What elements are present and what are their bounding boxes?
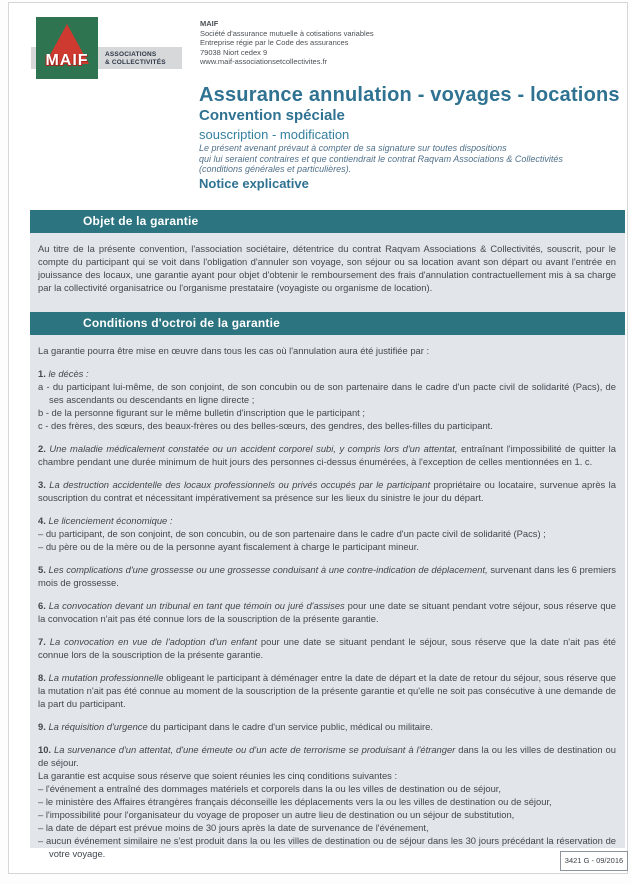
condition-item-emphasis: La convocation en vue de l'adoption d'un enfant [49,636,261,647]
condition-item [38,720,616,733]
logo-wordmark: MAIF [45,52,89,69]
condition-item-emphasis: La convocation devant un tribunal en tant que témoin ou juré d'assises [48,600,348,611]
condition-sub-line: a - du participant lui-même, de son conjoint, de son concubin ou de son partenaire dans le cadre d'un pacte civil de solidarité (Pacs), de ses ascendants ou descendants en ligne directe ; [38,381,616,405]
text-line: www.maif-associationsetcollectivites.fr [200,57,328,67]
condition-item [38,599,616,625]
condition-item-lead: 8. La mutation professionnelle obligeant le participant à déménager entre la date de départ et la date de retour du séjour, sous réserve que la mutation n'ait pas été connue au moment de la souscription de la présente garantie et qu'elle ne soit pas consécutive à une demande de la part du participant. [38,672,616,709]
condition-sub-line: – l'événement a entraîné des dommages matériels et corporels dans la ou les villes de destination ou de séjour, [38,783,501,794]
condition-item-number: 4. [38,515,49,526]
condition-sub-line: b - de la personne figurant sur le même bulletin d'inscription que le participant ; [38,407,365,418]
condition-item-number: 6. [38,600,49,611]
condition-item-number: 9. [38,721,49,732]
text-line: Entreprise régie par le Code des assurances [200,38,349,48]
condition-item-lead [38,367,616,380]
document-title: Assurance annulation - voyages - locations [199,84,620,106]
condition-item-number: 3. [38,479,50,490]
condition-sub-line: – la date de départ est prévue moins de 30 jours après la date de survenance de l'événement, [38,822,429,833]
conditions-intro: La garantie pourra être mise en œuvre dans tous les cas où l'annulation aura été justifiée par : [38,345,430,356]
condition-item-number: 5. [38,564,49,575]
logo-tagline [105,51,166,67]
condition-item [38,635,616,661]
section-heading-conditions: Conditions d'octroi de la garantie [30,312,625,335]
conditions-section [38,344,616,870]
tagline-line-2: & COLLECTIVITÉS [105,59,166,66]
condition-item-number: 7. [38,636,50,647]
condition-sub-line: – le ministère des Affaires étrangères français déconseille les déplacements vers la ou les villes de destination ou de séjour, [38,796,552,807]
condition-item [38,442,616,468]
condition-item-number: 8. [38,672,49,683]
condition-item-emphasis: le décès : [48,368,89,379]
condition-sub-line: – du participant, de son conjoint, de son concubin, ou de son partenaire dans le cadre d'un pacte civil de solidarité (Pacs) ; [38,528,546,539]
condition-item-number: 10. [38,744,54,755]
objet-body: Au titre de la présente convention, l'association sociétaire, détentrice du contrat Raqvam Associations & Collectivités, souscrit, pour le compte du participant qui se voit dans l'obligation d'annuler son voyage, son séjour ou sa location avant son départ ou avant l'entrée en jouissance des locaux, une garantie ayant pour objet d'obtenir le remboursement des frais d'annulation contractuellement mis à sa charge par la collectivité organisatrice ou l'organisme prestataire (voyagiste ou organisme de location). [38,243,616,293]
condition-item-emphasis: Les complications d'une grossesse ou une grossesse conduisant à une contre-indication de déplacement, [48,564,491,575]
text-line: (conditions générales et particulières). [199,164,352,174]
condition-item-note: La garantie est acquise sous réserve que soient réunies les cinq conditions suivantes : [38,770,398,781]
text-line: 79038 Niort cedex 9 [200,47,268,57]
condition-item-lead: 9. La réquisition d'urgence du participant dans le cadre d'un service public, médical ou militaire. [38,721,433,732]
condition-item [38,367,616,432]
condition-item [38,478,616,504]
company-info [200,19,374,67]
condition-item-lead: 6. La convocation devant un tribunal en tant que témoin ou juré d'assises pour une date se situant pendant votre séjour, sous réserve que la convocation n'ait pas été connue lors de la souscription de la présente garantie. [38,600,616,624]
text-line: qui lui seraient contraires et que contiendrait le contrat Raqvam Associations & Collectivités [199,153,563,164]
condition-item [38,563,616,589]
reference-box: 3421 G - 09/2016 [560,851,628,871]
condition-item-number: 2. [38,443,50,454]
condition-item-lead [38,514,616,527]
condition-item-emphasis: Une maladie médicalement constatée ou un accident corporel subi, y compris lors d'un attentat, [49,443,461,454]
condition-item-lead: 2. Une maladie médicalement constatée ou un accident corporel subi, y compris lors d'un attentat, entraînant l'impossibilité de quitter la chambre pendant une durée minimum de huit jours des personnes ci-dessus énumérées, à l'exception de celles mentionnées en 1. c. [38,443,616,467]
condition-item-emphasis: La mutation professionnelle [48,672,167,683]
text-line: Le présent avenant prévaut à compter de sa signature sur toutes dispositions [199,143,507,153]
condition-item [38,514,616,553]
condition-item [38,671,616,710]
condition-item-lead: 5. Les complications d'une grossesse ou une grossesse conduisant à une contre-indication de déplacement, survenant dans les 6 premiers mois de grossesse. [38,564,616,588]
condition-sub-line: – l'impossibilité pour l'organisateur du voyage de proposer un autre lieu de destination ou un séjour de substitution, [38,809,515,820]
condition-sub-line: c - des frères, des sœurs, des beaux-frères ou des belles-sœurs, des gendres, des belles-filles du participant. [38,420,493,431]
document-subheading: souscription - modification [199,127,350,142]
tagline-line-1: ASSOCIATIONS [105,51,157,58]
condition-item-lead: 7. La convocation en vue de l'adoption d'un enfant pour une date se situant pendant le séjour, sous réserve que la date n'ait pas été connue lors de la souscription de la présente garantie. [38,636,616,660]
document-subtitle: Convention spéciale [199,107,345,124]
section-heading-objet: Objet de la garantie [30,210,625,233]
text-line: Société d'assurance mutuelle à cotisations variables [200,28,374,38]
condition-item-emphasis: La survenance d'un attentat, d'une émeute ou d'un acte de terrorisme se produisant à l'étranger [53,744,459,755]
condition-sub-line: – du père ou de la mère ou de la personne ayant fiscalement à charge le participant mineur. [38,541,419,552]
company-name: MAIF [200,19,219,28]
condition-item-lead: 10. La survenance d'un attentat, d'une émeute ou d'un acte de terrorisme se produisant à l'étranger dans la ou les villes de destination ou de séjour. [38,744,616,768]
notice-label: Notice explicative [199,176,309,191]
condition-item-emphasis: La destruction accidentelle des locaux professionnels ou privés occupés par le participant [49,479,434,490]
condition-item-lead: 3. La destruction accidentelle des locaux professionnels ou privés occupés par le participant propriétaire ou locataire, survenue après la souscription du contrat et nécessitant impérativement sa présence sur les lieux du sinistre le jour du départ. [38,479,616,503]
condition-sub-line: – aucun événement similaire ne s'est produit dans la ou les villes de destination ou de séjour dans les 30 jours précédant la réservation de votre voyage. [38,835,616,859]
conditions-list [38,367,616,860]
condition-item-number: 1. [38,368,49,379]
maif-logo [36,17,98,79]
condition-item [38,743,616,860]
condition-item-emphasis: Le licenciement économique : [48,515,173,526]
condition-item-emphasis: La réquisition d'urgence [48,721,151,732]
legal-note [199,143,619,175]
company-info-lines [200,29,374,67]
